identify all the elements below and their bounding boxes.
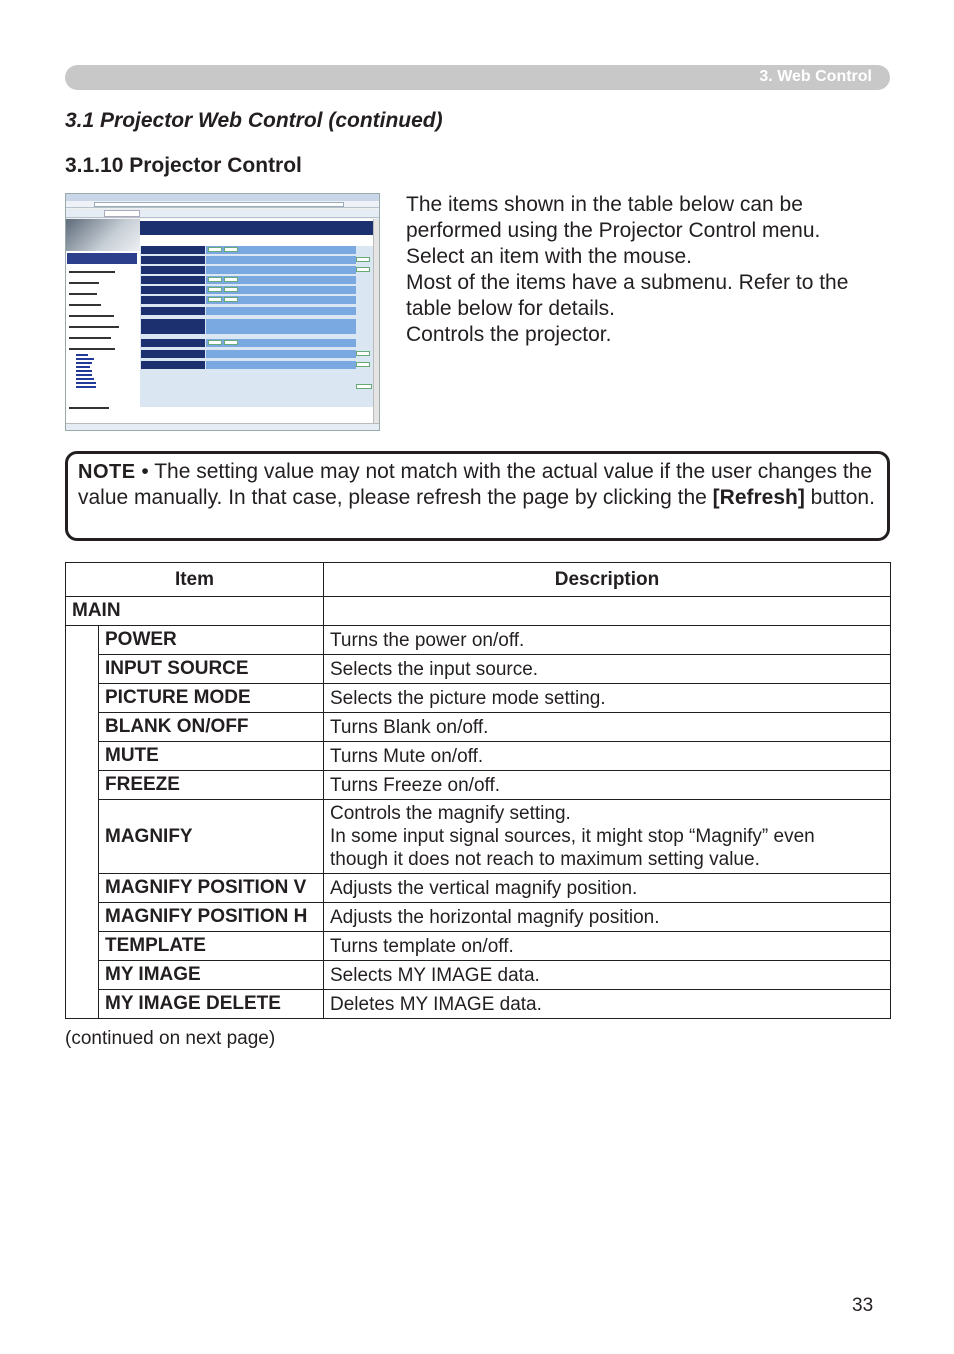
browser-title-bar — [66, 194, 379, 201]
note-label: NOTE — [78, 461, 136, 483]
screenshot-scrollbar — [373, 219, 380, 423]
subsection-title: 3.1.10 Projector Control — [65, 154, 302, 177]
desc-freeze: Turns Freeze on/off. — [324, 771, 891, 800]
table-row — [66, 684, 891, 713]
desc-picture-mode: Selects the picture mode setting. — [324, 684, 891, 713]
item-freeze: FREEZE — [99, 771, 324, 800]
item-mute: MUTE — [99, 742, 324, 771]
desc-my-image-delete: Deletes MY IMAGE data. — [324, 990, 891, 1019]
intro-line: table below for details. — [406, 297, 615, 320]
table-row — [66, 990, 891, 1019]
item-input-source: INPUT SOURCE — [99, 655, 324, 684]
item-my-image: MY IMAGE — [99, 961, 324, 990]
screenshot-main-panel — [140, 219, 373, 423]
intro-line: performed using the Projector Control menu. — [406, 219, 821, 242]
desc-magnify-position-h: Adjusts the horizontal magnify position. — [324, 903, 891, 932]
section-title: 3.1 Projector Web Control (continued) — [65, 109, 443, 132]
table-row — [66, 655, 891, 684]
item-template: TEMPLATE — [99, 932, 324, 961]
desc-blank: Turns Blank on/off. — [324, 713, 891, 742]
table-row — [66, 874, 891, 903]
group-description — [324, 597, 891, 626]
table-row — [66, 800, 891, 874]
item-magnify-position-h: MAGNIFY POSITION H — [99, 903, 324, 932]
intro-line: The items shown in the table below can be — [406, 193, 803, 216]
header-description: Description — [324, 563, 891, 597]
desc-magnify — [324, 800, 891, 874]
browser-address-bar — [66, 201, 379, 208]
intro-text — [406, 192, 890, 348]
table-indent — [66, 626, 99, 1019]
table-row — [66, 903, 891, 932]
item-blank: BLANK ON/OFF — [99, 713, 324, 742]
table-row — [66, 742, 891, 771]
refresh-button-reference: [Refresh] — [712, 486, 805, 509]
desc-input-source: Selects the input source. — [324, 655, 891, 684]
note-text: • The setting value may not match with the actual value if the user changes the value manually. In that case, please refresh the page by clicking the — [78, 460, 873, 509]
desc-magnify-line: In some input signal sources, it might stop “Magnify” even — [330, 826, 815, 847]
page-number: 33 — [852, 1295, 874, 1316]
intro-line: Select an item with the mouse. — [406, 245, 692, 268]
desc-mute: Turns Mute on/off. — [324, 742, 891, 771]
item-power: POWER — [99, 626, 324, 655]
desc-magnify-position-v: Adjusts the vertical magnify position. — [324, 874, 891, 903]
desc-template: Turns template on/off. — [324, 932, 891, 961]
browser-status-bar — [66, 423, 379, 431]
chapter-header-bar — [65, 65, 890, 90]
item-picture-mode: PICTURE MODE — [99, 684, 324, 713]
table-header-row — [66, 563, 891, 597]
continued-note: (continued on next page) — [65, 1028, 276, 1049]
table-row — [66, 713, 891, 742]
chapter-title: 3. Web Control — [759, 68, 872, 85]
item-magnify-position-v: MAGNIFY POSITION V — [99, 874, 324, 903]
desc-my-image: Selects MY IMAGE data. — [324, 961, 891, 990]
header-item: Item — [66, 563, 324, 597]
browser-tab-bar — [66, 209, 379, 218]
table-group-row — [66, 597, 891, 626]
item-magnify: MAGNIFY — [99, 800, 324, 874]
projector-control-screenshot — [65, 193, 380, 431]
group-main: MAIN — [66, 597, 324, 626]
screenshot-sidebar — [66, 219, 140, 423]
table-row — [66, 961, 891, 990]
intro-line: Controls the projector. — [406, 323, 612, 346]
note-text-end: button. — [804, 486, 875, 509]
desc-magnify-line: though it does not reach to maximum setting value. — [330, 849, 760, 870]
table-row — [66, 771, 891, 800]
table-row — [66, 626, 891, 655]
items-table — [65, 562, 891, 1019]
desc-power: Turns the power on/off. — [324, 626, 891, 655]
table-row — [66, 932, 891, 961]
item-my-image-delete: MY IMAGE DELETE — [99, 990, 324, 1019]
desc-magnify-line: Controls the magnify setting. — [330, 803, 571, 824]
intro-line: Most of the items have a submenu. Refer to the — [406, 271, 849, 294]
note-box — [65, 451, 890, 541]
